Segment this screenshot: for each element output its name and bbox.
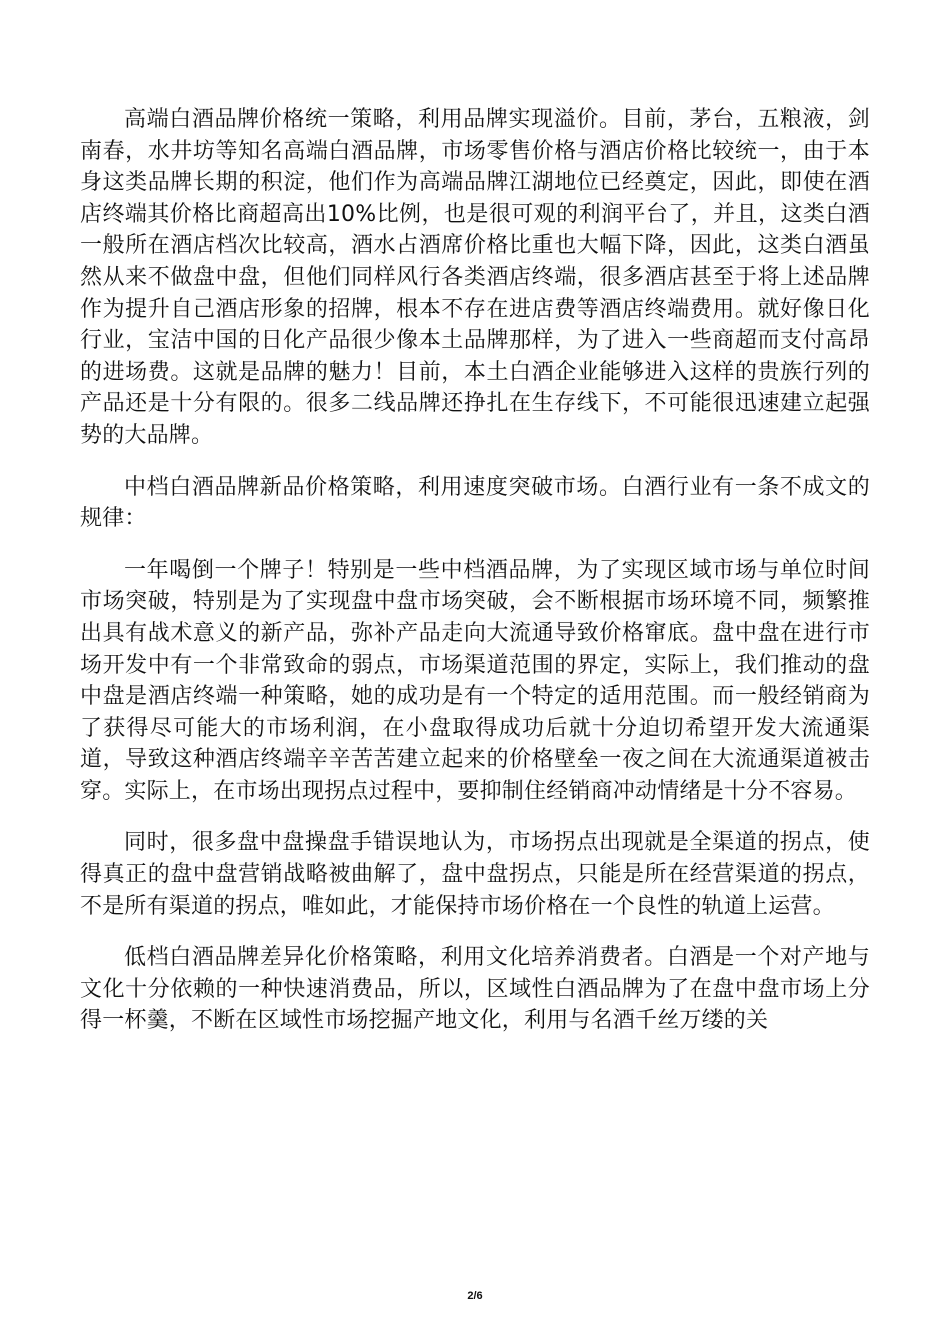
paragraph-mid-range-pricing: 中档白酒品牌新品价格策略，利用速度突破市场。白酒行业有一条不成文的规律： <box>80 474 870 532</box>
paragraph-low-end-pricing: 低档白酒品牌差异化价格策略，利用文化培养消费者。白酒是一个对产地与文化十分依赖的一种快速消费品，所以，区域性白酒品牌为了在盘中盘市场上分得一杯羹，不断在区域性市场挖掘产地文化，利用与名酒千丝万缕的关 <box>80 945 870 1034</box>
paragraph-brand-turnover: 一年喝倒一个牌子！特别是一些中档酒品牌，为了实现区域市场与单位时间市场突破，特别是为了实现盘中盘市场突破，会不断根据市场环境不同，频繁推出具有战术意义的新产品，弥补产品走向大流通导致价格窜底。盘中盘在进行市场开发中有一个非常致命的弱点，市场渠道范围的界定，实际上，我们推动的盘中盘是酒店终端一种策略，她的成功是有一个特定的适用范围。而一般经销商为了获得尽可能大的市场利润，在小盘取得成功后就十分迫切希望开发大流通渠道，导致这种酒店终端辛辛苦苦建立起来的价格壁垒一夜之间在大流通渠道被击穿。实际上，在市场出现拐点过程中，要抑制住经销商冲动情绪是十分不容易。 <box>80 557 870 804</box>
page-number: 2/6 <box>467 1290 483 1302</box>
paragraph-high-end-pricing: 高端白酒品牌价格统一策略，利用品牌实现溢价。目前，茅台，五粮液，剑南春，水井坊等知名高端白酒品牌，市场零售价格与酒店价格比较统一，由于本身这类品牌长期的积淀，他们作为高端品牌江湖地位已经奠定，因此，即使在酒店终端其价格比商超高出10%比例，也是很可观的利润平台了，并且，这类白酒一般所在酒店档次比较高，酒水占酒席价格比重也大幅下降，因此，这类白酒虽然从来不做盘中盘，但他们同样风行各类酒店终端，很多酒店甚至于将上述品牌作为提升自己酒店形象的招牌，根本不存在进店费等酒店终端费用。就好像日化行业，宝洁中国的日化产品很少像本土品牌那样，为了进入一些商超而支付高昂的进场费。这就是品牌的魅力！目前，本土白酒企业能够进入这样的贵族行列的产品还是十分有限的。很多二线品牌还挣扎在生存线下，不可能很迅速建立起强势的大品牌。 <box>80 107 870 448</box>
document-body <box>80 104 870 1060</box>
paragraph-turning-point: 同时，很多盘中盘操盘手错误地认为，市场拐点出现就是全渠道的拐点，使得真正的盘中盘营销战略被曲解了，盘中盘拐点，只能是所在经营渠道的拐点，不是所有渠道的拐点，唯如此，才能保持市场价格在一个良性的轨道上运营。 <box>80 830 870 919</box>
